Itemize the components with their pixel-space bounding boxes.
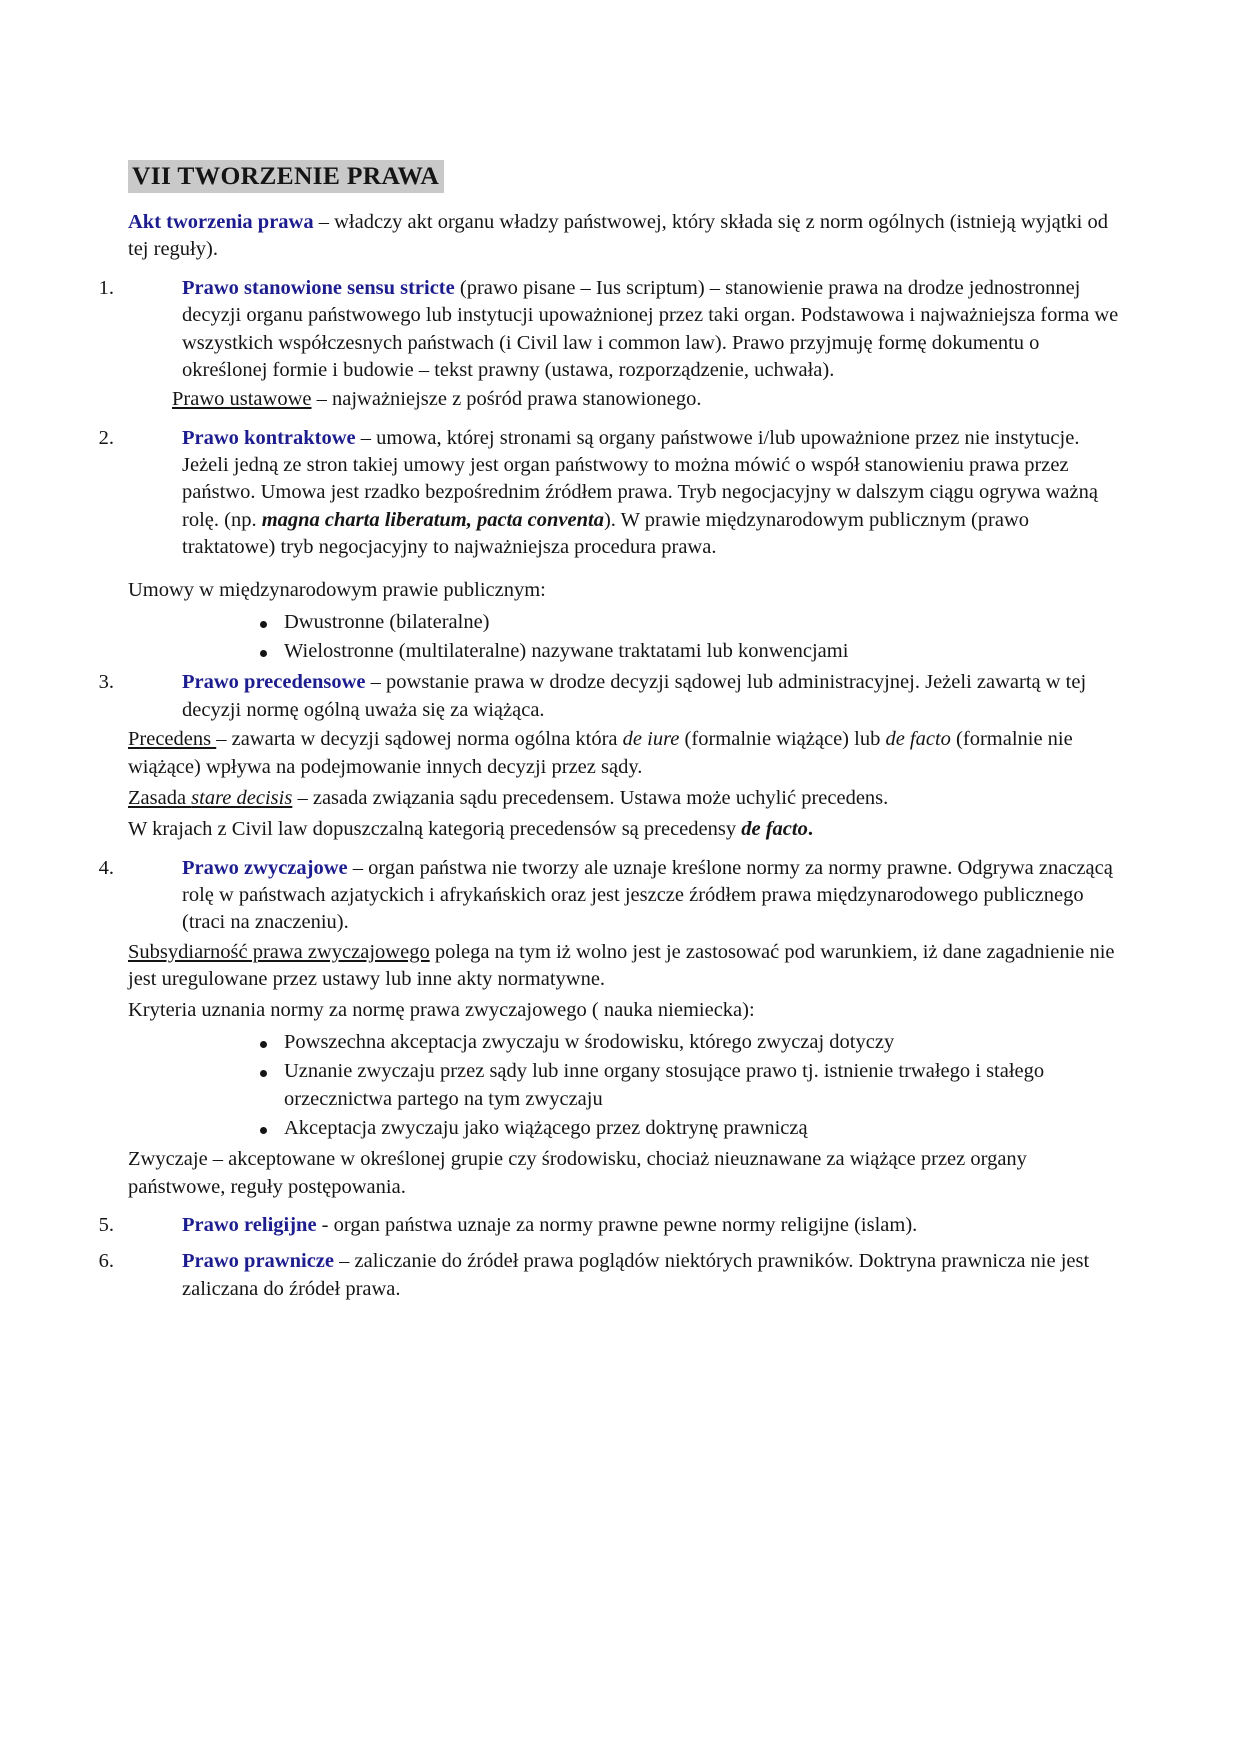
list-item-1-number: 1.	[98, 276, 114, 299]
subsydiarnosc-text: polega na tym iż wolno jest je zastosować pod warunkiem, iż dane zagadnienie nie jest uregulowane przez ustawy lub inne akty normatywne.	[128, 940, 1115, 991]
list-item: Akceptacja zwyczaju jako wiążącego przez doktrynę prawniczą	[254, 1115, 1120, 1142]
list-item-2-body	[182, 425, 1120, 562]
list-item-2-text-b: ). W prawie międzynarodowym publicznym (prawo traktatowe) tryb negocjacyjny to najważniejsza procedura prawa.	[182, 508, 1030, 559]
precedens-text-c: (formalnie nie wiążące) wpływa na podejmowanie innych decyzji przez sądy.	[128, 728, 1073, 778]
list-item: Wielostronne (multilateralne) nazywane traktatami lub konwencjami	[254, 638, 1120, 665]
precedens-text-a: – zawarta w decyzji sądowej norma ogólna która	[216, 728, 623, 751]
list-item-1-text: (prawo pisane – Ius scriptum) – stanowienie prawa na drodze jednostronnej decyzji organu państwowego lub instytucji upoważnionej przez taki organ. Podstawowa i najważniejsza forma we wszystkich współczesnych państwach (i Civil law i common law). Prawo przyjmuję formę dokumentu o określonej formie i budowie – tekst prawny (ustawa, rozporządzenie, uchwała).	[182, 276, 1119, 381]
zasada-text: – zasada związania sądu precedensem. Ustawa może uchylić precedens.	[292, 786, 889, 809]
intro-paragraph	[128, 209, 1120, 264]
zwyczaje-note: Zwyczaje – akceptowane w określonej grupie czy środowisku, chociaż nieuznawane za wiążące przez organy państwowe, reguły postępowania.	[128, 1148, 1027, 1198]
list-item-5-number: 5.	[98, 1213, 114, 1236]
sources-list	[98, 275, 1120, 384]
page-title: VII TWORZENIE PRAWA	[128, 160, 444, 193]
sources-list-4	[98, 855, 1120, 937]
prawo-ustawowe-term: Prawo ustawowe	[172, 388, 312, 411]
list-item-6-term: Prawo prawnicze	[182, 1250, 334, 1273]
list-item-1-term: Prawo stanowione sensu stricte	[182, 276, 455, 299]
list-item-3-body	[182, 669, 1120, 724]
list-item-4-body	[182, 855, 1120, 937]
list-item-2-term: Prawo kontraktowe	[182, 426, 356, 449]
list-item-2-latin: magna charta liberatum, pacta conventa	[261, 508, 604, 531]
list-item-3	[98, 669, 1120, 724]
sources-list-6	[98, 1248, 1120, 1303]
prawo-ustawowe-text: – najważniejsze z pośród prawa stanowionego.	[311, 388, 702, 411]
list-item-5-body	[182, 1212, 1120, 1239]
treaties-bullets	[254, 609, 1120, 666]
kryteria-lead: Kryteria uznania normy za normę prawa zwyczajowego ( nauka niemiecka):	[128, 999, 755, 1022]
civil-law-text-a: W krajach z Civil law dopuszczalną kategorią precedensów są precedensy	[128, 818, 742, 841]
list-item-4	[98, 855, 1120, 937]
precedens-latin-de-iure: de iure	[622, 728, 680, 751]
list-item: Dwustronne (bilateralne)	[254, 609, 1120, 636]
intro-term: Akt tworzenia prawa	[128, 211, 314, 234]
list-item-5-term: Prawo religijne	[182, 1213, 317, 1236]
list-item-4-term: Prawo zwyczajowe	[182, 856, 348, 879]
precedens-text-b: (formalnie wiążące) lub	[679, 728, 886, 751]
sources-list-3	[98, 669, 1120, 724]
list-item-5-text: - organ państwa uznaje za normy prawne pewne normy religijne (islam).	[316, 1213, 918, 1236]
treaties-lead: Umowy w międzynarodowym prawie publicznym:	[128, 579, 546, 602]
list-item-3-text: – powstanie prawa w drodze decyzji sądowej lub administracyjnej. Jeżeli zawartą w tej decyzji normę ogólną uważa się za wiążąca.	[182, 671, 1087, 721]
sources-list-2	[98, 425, 1120, 562]
list-item-6-body	[182, 1248, 1120, 1303]
civil-law-note	[128, 816, 1120, 843]
zasada-stare-decisis-note	[128, 785, 1120, 812]
zasada-term: Zasada	[128, 786, 192, 809]
list-item: Uznanie zwyczaju przez sądy lub inne organy stosujące prawo tj. istnienie trwałego i stałego orzecznictwa partego na tym zwyczaju	[254, 1058, 1120, 1113]
list-item-2	[98, 425, 1120, 562]
kryteria-bullets	[254, 1029, 1120, 1142]
civil-law-latin: de facto	[741, 818, 808, 841]
zasada-term-latin: stare decisis	[191, 786, 293, 809]
list-item-1	[98, 275, 1120, 384]
sources-list-5	[98, 1212, 1120, 1239]
list-item-3-term: Prawo precedensowe	[182, 671, 366, 694]
list-item-2-number: 2.	[98, 426, 114, 449]
list-item-4-text: – organ państwa nie tworzy ale uznaje kreślone normy za normy prawne. Odgrywa znaczącą rolę w państwach azjatyckich i afrykańskich oraz jest jeszcze źródłem prawa międzynarodowego publicznego (traci na znaczeniu).	[182, 856, 1113, 934]
subsydiarnosc-note	[128, 939, 1120, 994]
prawo-ustawowe-note	[172, 386, 1120, 413]
subsydiarnosc-term: Subsydiarność prawa zwyczajowego	[128, 940, 430, 963]
list-item-6	[98, 1248, 1120, 1303]
list-item-4-number: 4.	[98, 856, 114, 879]
list-item-1-body	[182, 275, 1120, 384]
list-item: Powszechna akceptacja zwyczaju w środowisku, którego zwyczaj dotyczy	[254, 1029, 1120, 1056]
precedens-term: Precedens	[128, 728, 217, 751]
list-item-5	[98, 1212, 1120, 1239]
list-item-3-number: 3.	[98, 671, 114, 694]
precedens-latin-de-facto: de facto	[885, 728, 951, 751]
list-item-6-number: 6.	[98, 1250, 114, 1273]
precedens-note	[128, 726, 1120, 781]
intro-text: – władczy akt organu władzy państwowej, który składa się z norm ogólnych (istnieją wyjątki od tej reguły).	[128, 211, 1108, 261]
document-body	[98, 160, 1120, 1303]
list-item-2-text-a: – umowa, której stronami są organy państwowe i/lub upoważnione przez nie instytucje. Jeżeli jedną ze stron takiej umowy jest organ państwowy to można mówić o współ stanowieniu prawa przez państwo. Umowa jest rzadko bezpośrednim źródłem prawa. Tryb negocjacyjny w dalszym ciągu ogrywa ważną rolę. (np.	[182, 426, 1098, 531]
civil-law-text-b: .	[807, 818, 813, 841]
list-item-6-text: – zaliczanie do źródeł prawa poglądów niektórych prawników. Doktryna prawnicza nie jest zaliczana do źródeł prawa.	[182, 1250, 1090, 1300]
